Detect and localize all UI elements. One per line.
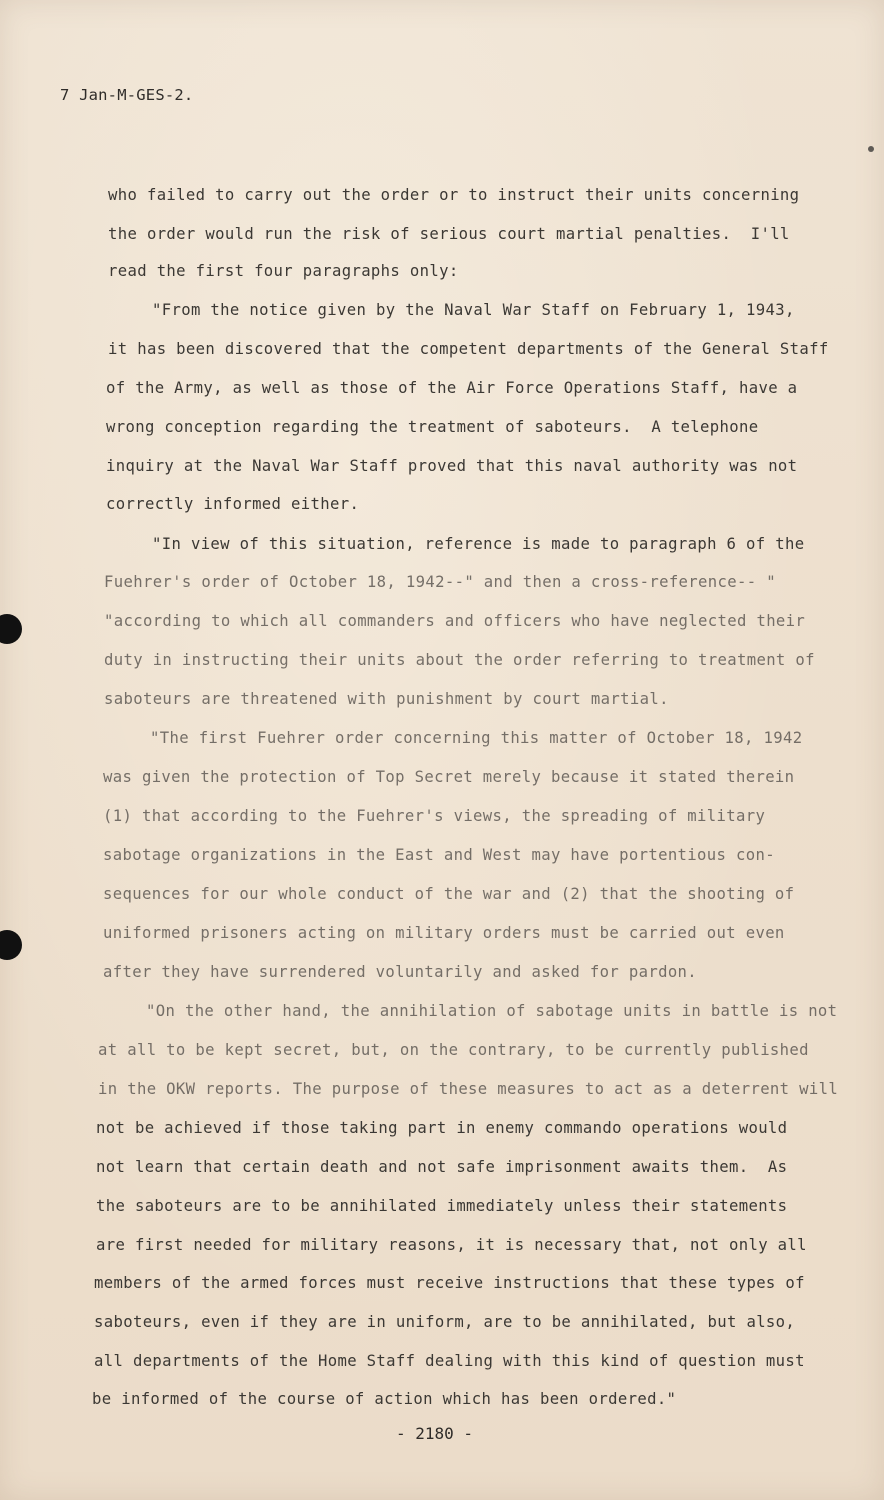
text-line: not learn that certain death and not safe imprisonment awaits them. As (96, 1158, 788, 1176)
text-line: saboteurs, even if they are in uniform, are to be annihilated, but also, (94, 1313, 796, 1331)
text-line: Fuehrer's order of October 18, 1942--" and then a cross-reference-- " (104, 573, 776, 591)
text-line: be informed of the course of action which has been ordered." (92, 1390, 677, 1408)
text-line: sequences for our whole conduct of the war and (2) that the shooting of (103, 885, 795, 903)
text-line: all departments of the Home Staff dealing with this kind of question must (94, 1352, 805, 1370)
text-line: the saboteurs are to be annihilated immediately unless their statements (96, 1197, 788, 1215)
text-line: duty in instructing their units about the order referring to treatment of (104, 651, 815, 669)
text-line: are first needed for military reasons, it is necessary that, not only all (96, 1236, 807, 1254)
text-line: "In view of this situation, reference is made to paragraph 6 of the (152, 535, 805, 553)
page-number: - 2180 - (396, 1424, 474, 1443)
text-line: was given the protection of Top Secret merely because it stated therein (103, 768, 795, 786)
text-line: "On the other hand, the annihilation of sabotage units in battle is not (146, 1002, 838, 1020)
punch-hole-upper (0, 614, 22, 644)
document-reference: 7 Jan-M-GES-2. (60, 86, 194, 104)
text-line: members of the armed forces must receive instructions that these types of (94, 1274, 805, 1292)
text-line: the order would run the risk of serious court martial penalties. I'll (108, 225, 790, 243)
text-line: saboteurs are threatened with punishment by court martial. (104, 690, 669, 708)
text-line: who failed to carry out the order or to instruct their units concerning (108, 186, 800, 204)
text-line: "From the notice given by the Naval War Staff on February 1, 1943, (152, 301, 795, 319)
text-line: sabotage organizations in the East and West may have portentious con- (103, 846, 775, 864)
text-line: wrong conception regarding the treatment of saboteurs. A telephone (106, 418, 759, 436)
text-line: read the first four paragraphs only: (108, 262, 459, 280)
text-line: "The first Fuehrer order concerning this matter of October 18, 1942 (150, 729, 803, 747)
ink-speck (868, 146, 874, 152)
text-line: of the Army, as well as those of the Air Force Operations Staff, have a (106, 379, 798, 397)
text-line: at all to be kept secret, but, on the contrary, to be currently published (98, 1041, 809, 1059)
text-line: (1) that according to the Fuehrer's views, the spreading of military (103, 807, 766, 825)
text-line: "according to which all commanders and officers who have neglected their (104, 612, 806, 630)
text-line: not be achieved if those taking part in enemy commando operations would (96, 1119, 788, 1137)
text-line: uniformed prisoners acting on military orders must be carried out even (103, 924, 785, 942)
punch-hole-lower (0, 930, 22, 960)
text-line: it has been discovered that the competent departments of the General Staff (108, 340, 829, 358)
text-line: correctly informed either. (106, 495, 360, 513)
text-line: after they have surrendered voluntarily and asked for pardon. (103, 963, 698, 981)
text-line: in the OKW reports. The purpose of these measures to act as a deterrent will (98, 1080, 839, 1098)
text-line: inquiry at the Naval War Staff proved that this naval authority was not (106, 457, 798, 475)
